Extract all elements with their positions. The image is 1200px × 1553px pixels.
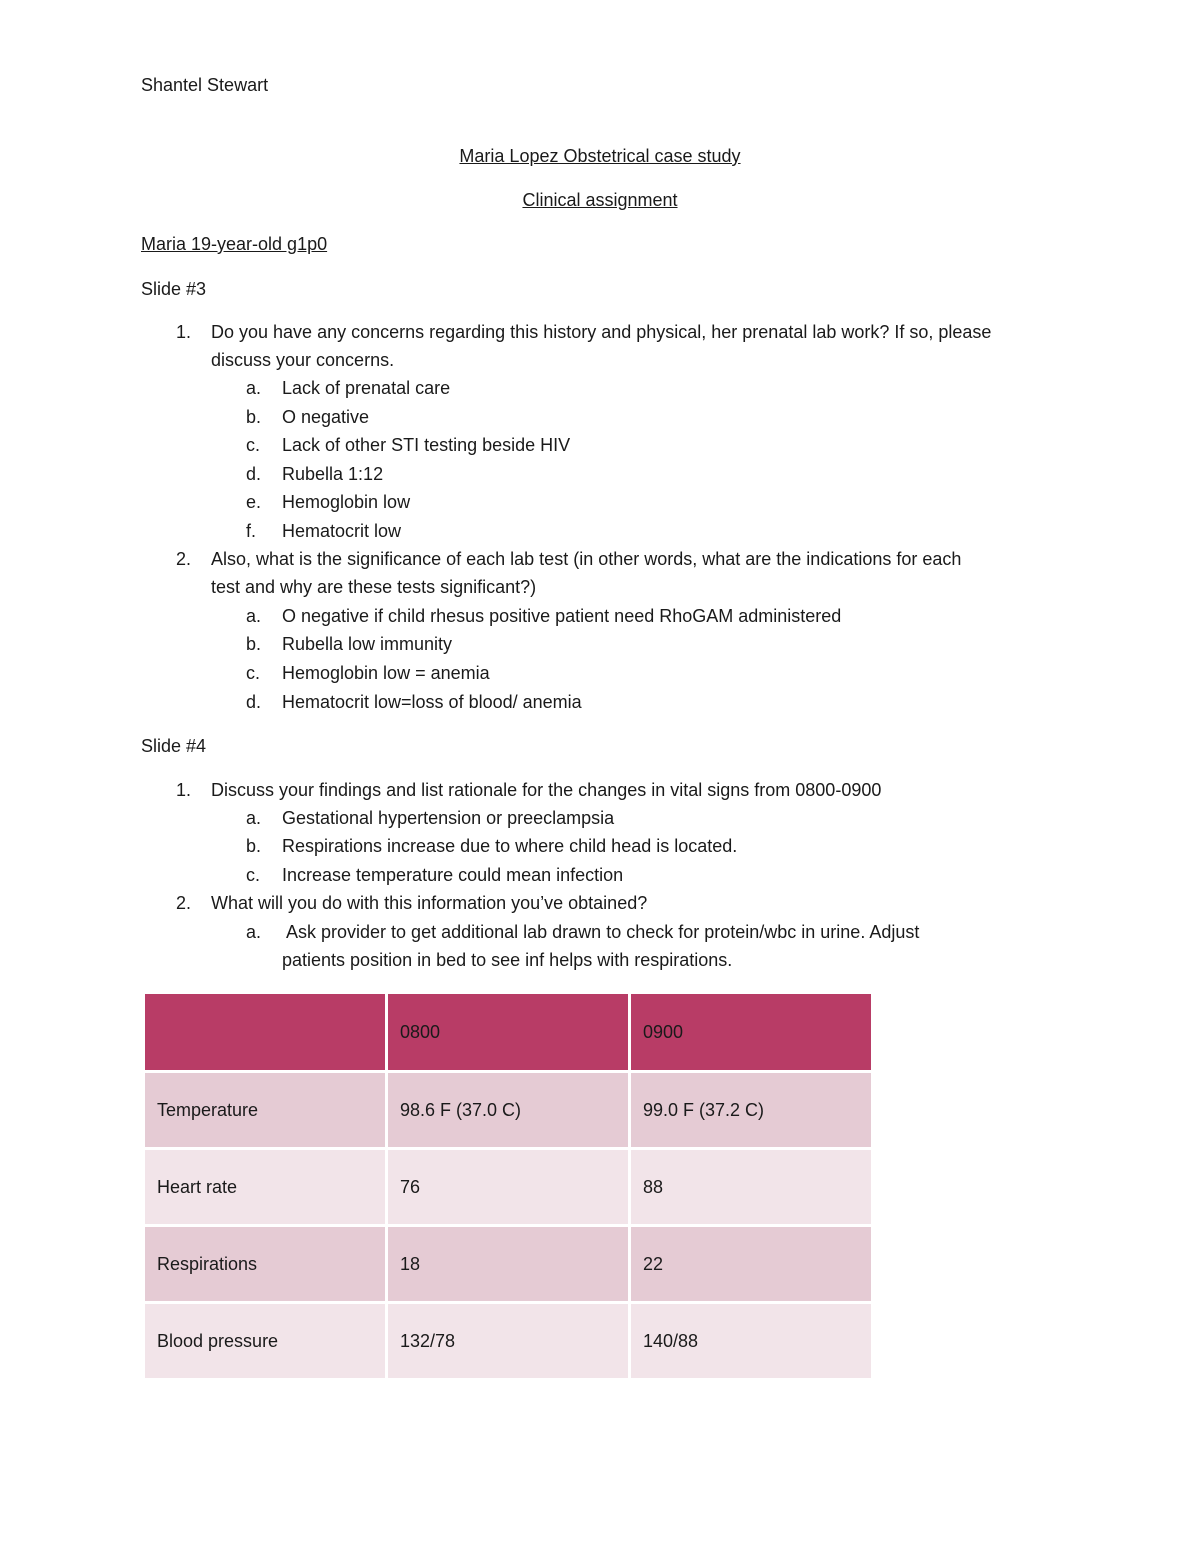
question-number: 1. — [176, 780, 192, 800]
answer-letter: c. — [246, 663, 261, 683]
vital-label: Blood pressure — [145, 1304, 385, 1378]
answer-text: O negative — [282, 407, 370, 427]
vital-value-0900: 88 — [631, 1150, 871, 1224]
answer-text: Hemoglobin low — [282, 492, 411, 512]
question-text: test and why are these tests significant?) — [211, 577, 537, 597]
answer-text: Hematocrit low=loss of blood/ anemia — [282, 692, 582, 712]
patient-summary: Maria 19-year-old g1p0 — [141, 234, 328, 254]
vital-signs-table — [142, 991, 874, 1381]
question-text: Also, what is the significance of each lab test (in other words, what are the indications for each — [211, 549, 962, 569]
answer-letter: d. — [246, 692, 262, 712]
table-header-cell: 0800 — [388, 994, 628, 1070]
vital-label: Respirations — [145, 1227, 385, 1301]
vital-value-0800: 132/78 — [388, 1304, 628, 1378]
vital-value-0900: 22 — [631, 1227, 871, 1301]
question-text: Do you have any concerns regarding this history and physical, her prenatal lab work? If so, please — [211, 322, 992, 342]
answer-letter: c. — [246, 865, 261, 885]
answer-letter: a. — [246, 606, 262, 626]
slide-heading: Slide #3 — [141, 279, 207, 299]
answer-letter: d. — [246, 464, 262, 484]
answer-text: patients position in bed to see inf helps with respirations. — [282, 950, 733, 970]
vital-label: Temperature — [145, 1073, 385, 1147]
answer-text: Lack of other STI testing beside HIV — [282, 435, 571, 455]
table-row — [145, 1073, 871, 1147]
answer-letter: b. — [246, 407, 262, 427]
table-header-cell — [145, 994, 385, 1070]
question-text: What will you do with this information you’ve obtained? — [211, 893, 648, 913]
answer-text: Rubella low immunity — [282, 634, 453, 654]
answer-text: O negative if child rhesus positive patient need RhoGAM administered — [282, 606, 842, 626]
vital-value-0800: 76 — [388, 1150, 628, 1224]
question-number: 2. — [176, 549, 192, 569]
document-subtitle: Clinical assignment — [522, 190, 678, 210]
question-text: discuss your concerns. — [211, 350, 395, 370]
vital-value-0900: 140/88 — [631, 1304, 871, 1378]
answer-letter: a. — [246, 808, 262, 828]
vital-value-0900: 99.0 F (37.2 C) — [631, 1073, 871, 1147]
vital-label: Heart rate — [145, 1150, 385, 1224]
vital-value-0800: 18 — [388, 1227, 628, 1301]
answer-letter: b. — [246, 836, 262, 856]
question-text: Discuss your findings and list rationale for the changes in vital signs from 0800-0900 — [211, 780, 882, 800]
slide-heading: Slide #4 — [141, 736, 207, 756]
answer-letter: a. — [246, 378, 262, 398]
answer-text: Hemoglobin low = anemia — [282, 663, 490, 683]
question-number: 2. — [176, 893, 192, 913]
table-header-row — [145, 994, 871, 1070]
answer-letter: c. — [246, 435, 261, 455]
answer-letter: e. — [246, 492, 262, 512]
table-header-cell: 0900 — [631, 994, 871, 1070]
answer-letter: b. — [246, 634, 262, 654]
answer-text: Lack of prenatal care — [282, 378, 451, 398]
answer-text: Increase temperature could mean infection — [282, 865, 624, 885]
answer-text: Hematocrit low — [282, 521, 402, 541]
vital-value-0800: 98.6 F (37.0 C) — [388, 1073, 628, 1147]
answer-text: Gestational hypertension or preeclampsia — [282, 808, 615, 828]
table-row — [145, 1150, 871, 1224]
table-row — [145, 1304, 871, 1378]
answer-letter: a. — [246, 922, 262, 942]
question-number: 1. — [176, 322, 192, 342]
author-name: Shantel Stewart — [141, 75, 269, 95]
answer-text: Rubella 1:12 — [282, 464, 384, 484]
answer-text: Respirations increase due to where child head is located. — [282, 836, 738, 856]
answer-text: Ask provider to get additional lab drawn to check for protein/wbc in urine. Adjust — [282, 922, 920, 942]
answer-letter: f. — [246, 521, 257, 541]
table-row — [145, 1227, 871, 1301]
document-title: Maria Lopez Obstetrical case study — [459, 146, 741, 166]
